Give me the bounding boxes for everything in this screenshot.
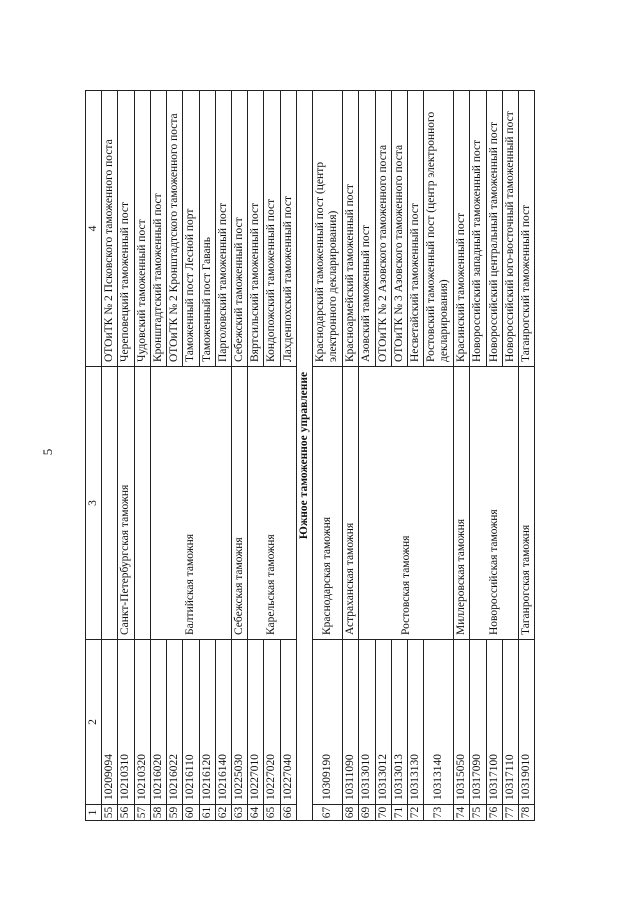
post-code: 10227020 xyxy=(264,640,280,805)
table-row xyxy=(248,91,264,821)
customs-posts-table xyxy=(85,90,535,821)
post-code: 10210310 xyxy=(118,640,134,805)
customs-name: Новороссийская таможня xyxy=(470,367,519,640)
page-number: 5 xyxy=(40,448,55,456)
rotated-table-container xyxy=(85,91,538,821)
post-name: ОТОиТК № 2 Псковского таможенного поста xyxy=(102,91,118,367)
post-code: 10317110 xyxy=(502,640,518,805)
header-cell: 1 xyxy=(86,805,102,821)
row-number: 78 xyxy=(519,805,535,821)
post-code: 10315050 xyxy=(454,640,470,805)
customs-name: Астраханская таможня xyxy=(343,367,359,640)
post-code: 10216140 xyxy=(215,640,231,805)
post-code: 10313010 xyxy=(359,640,375,805)
row-number: 62 xyxy=(215,805,231,821)
post-name: Краснодарский таможенный пост (центр электронного декларирования) xyxy=(313,91,343,367)
row-number: 77 xyxy=(502,805,518,821)
post-code: 10311090 xyxy=(343,640,359,805)
post-code: 10225030 xyxy=(231,640,247,805)
table-row xyxy=(134,91,150,821)
customs-name: Миллеровская таможня xyxy=(454,367,470,640)
post-code: 10227040 xyxy=(280,640,296,805)
customs-name: Карельская таможня xyxy=(248,367,297,640)
header-cell: 4 xyxy=(86,91,102,367)
row-number: 59 xyxy=(167,805,183,821)
table-row xyxy=(231,91,247,821)
table-row xyxy=(343,91,359,821)
row-number: 74 xyxy=(454,805,470,821)
table-row xyxy=(150,91,166,821)
row-number: 72 xyxy=(407,805,423,821)
row-number: 75 xyxy=(470,805,486,821)
post-code: 10313140 xyxy=(424,640,454,805)
customs-name: Санкт-Петербургская таможня xyxy=(118,367,134,640)
row-number: 67 xyxy=(313,805,343,821)
table-header-row xyxy=(86,91,102,821)
table-row xyxy=(454,91,470,821)
table-row xyxy=(313,91,343,821)
post-code: 10227010 xyxy=(248,640,264,805)
post-code: 10313130 xyxy=(407,640,423,805)
table-row xyxy=(102,91,118,821)
post-name: Таганрогский таможенный пост xyxy=(519,91,535,367)
header-cell: 2 xyxy=(86,640,102,805)
post-name: Новороссийский центральный таможенный пост xyxy=(486,91,502,367)
post-code: 10309190 xyxy=(313,640,343,805)
post-code: 10216022 xyxy=(167,640,183,805)
post-code: 10319010 xyxy=(519,640,535,805)
row-number: 58 xyxy=(150,805,166,821)
customs-name: Балтийская таможня xyxy=(150,367,231,640)
table-row xyxy=(118,91,134,821)
row-number: 69 xyxy=(359,805,375,821)
post-name: Лахденпохский таможенный пост xyxy=(280,91,296,367)
customs-name xyxy=(102,367,118,640)
customs-name: Ростовская таможня xyxy=(359,367,454,640)
row-number: 61 xyxy=(199,805,215,821)
post-name: Азовский таможенный пост xyxy=(359,91,375,367)
post-code: 10209094 xyxy=(102,640,118,805)
customs-name: Таганрогская таможня xyxy=(519,367,535,640)
row-number: 63 xyxy=(231,805,247,821)
post-code: 10317090 xyxy=(470,640,486,805)
region-title: Южное таможенное управление xyxy=(296,91,312,821)
post-name: ОТОиТК № 3 Азовского таможенного поста xyxy=(391,91,407,367)
post-code: 10313012 xyxy=(375,640,391,805)
row-number: 68 xyxy=(343,805,359,821)
row-number: 73 xyxy=(424,805,454,821)
post-name: Себежский таможенный пост xyxy=(231,91,247,367)
post-name: Красноармейский таможенный пост xyxy=(343,91,359,367)
post-code: 10317100 xyxy=(486,640,502,805)
post-code: 10216020 xyxy=(150,640,166,805)
post-name: Вяртсильский таможенный пост xyxy=(248,91,264,367)
row-number: 70 xyxy=(375,805,391,821)
post-name: ОТОиТК № 2 Кронштадтского таможенного поста xyxy=(167,91,183,367)
row-number: 66 xyxy=(280,805,296,821)
table-row xyxy=(470,91,486,821)
post-name: Кондопожский таможенный пост xyxy=(264,91,280,367)
header-cell: 3 xyxy=(86,367,102,640)
post-name: Ростовский таможенный пост (центр электронного декларирования) xyxy=(424,91,454,367)
row-number: 57 xyxy=(134,805,150,821)
row-number: 60 xyxy=(183,805,199,821)
post-code: 10216110 xyxy=(183,640,199,805)
customs-name: Себежская таможня xyxy=(231,367,247,640)
post-code: 10216120 xyxy=(199,640,215,805)
row-number: 56 xyxy=(118,805,134,821)
post-name: Красинский таможенный пост xyxy=(454,91,470,367)
row-number: 64 xyxy=(248,805,264,821)
post-name: Новороссийский юго-восточный таможенный пост xyxy=(502,91,518,367)
post-name: Таможенный пост Гавань xyxy=(199,91,215,367)
row-number: 76 xyxy=(486,805,502,821)
row-number: 71 xyxy=(391,805,407,821)
table-row xyxy=(359,91,375,821)
post-name: Парголовский таможенный пост xyxy=(215,91,231,367)
post-name: Таможенный пост Лесной порт xyxy=(183,91,199,367)
post-name: ОТОиТК № 2 Азовского таможенного поста xyxy=(375,91,391,367)
post-code: 10210320 xyxy=(134,640,150,805)
post-code: 10313013 xyxy=(391,640,407,805)
table-row xyxy=(519,91,535,821)
customs-name: Краснодарская таможня xyxy=(313,367,343,640)
row-number: 65 xyxy=(264,805,280,821)
post-name: Новороссийский западный таможенный пост xyxy=(470,91,486,367)
post-name: Несветайский таможенный пост xyxy=(407,91,423,367)
customs-name xyxy=(134,367,150,640)
post-name: Чудовский таможенный пост xyxy=(134,91,150,367)
post-name: Кронштадтский таможенный пост xyxy=(150,91,166,367)
region-row xyxy=(296,91,312,821)
post-name: Череповецкий таможенный пост xyxy=(118,91,134,367)
row-number: 55 xyxy=(102,805,118,821)
